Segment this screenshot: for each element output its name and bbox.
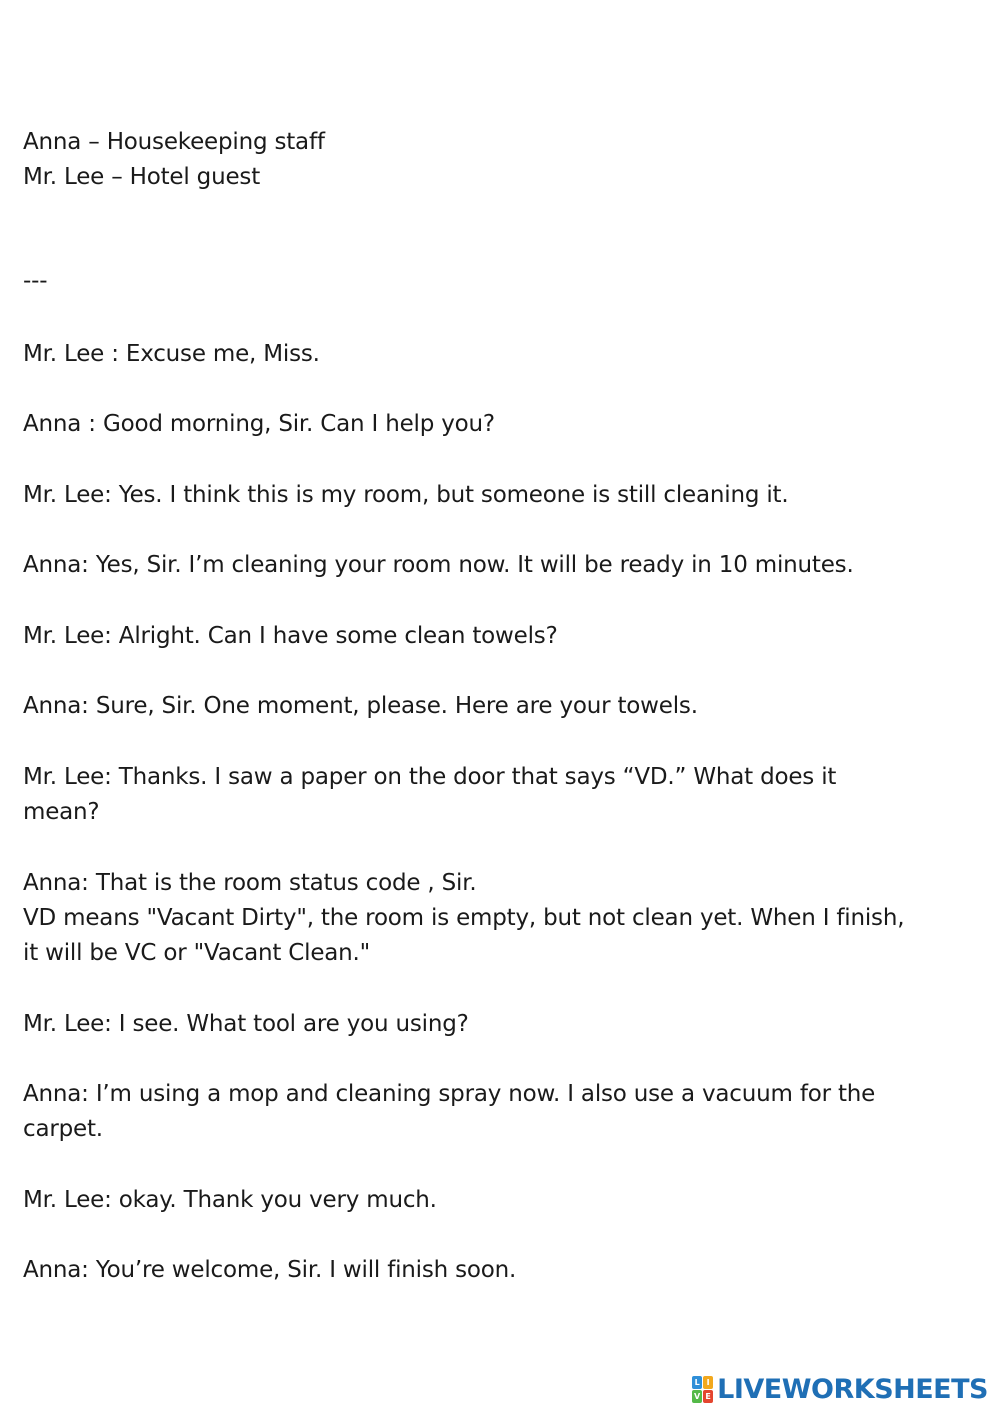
character-anna: Anna – Housekeeping staff — [23, 129, 325, 155]
separator: --- — [23, 268, 48, 294]
dialogue-line: Mr. Lee: Alright. Can I have some clean towels? — [23, 623, 558, 649]
character-mr-lee: Mr. Lee – Hotel guest — [23, 164, 261, 190]
dialogue-line-continued: mean? — [23, 799, 100, 825]
dialogue-line: Mr. Lee: I see. What tool are you using? — [23, 1011, 469, 1037]
dialogue-line-continued: it will be VC or "Vacant Clean." — [23, 940, 371, 966]
dialogue-line: Mr. Lee: Thanks. I saw a paper on the door that says “VD.” What does it — [23, 764, 837, 790]
dialogue-line: Anna: That is the room status code , Sir. — [23, 870, 477, 896]
liveworksheets-logo — [692, 1374, 988, 1406]
dialogue-line: Mr. Lee : Excuse me, Miss. — [23, 341, 320, 367]
dialogue-line: Anna : Good morning, Sir. Can I help you? — [23, 411, 495, 437]
dialogue-line-continued: VD means "Vacant Dirty", the room is empty, but not clean yet. When I finish, — [23, 905, 905, 931]
dialogue-line-continued: carpet. — [23, 1116, 103, 1142]
dialogue-line: Mr. Lee: Yes. I think this is my room, but someone is still cleaning it. — [23, 482, 789, 508]
dialogue-line: Anna: Sure, Sir. One moment, please. Here are your towels. — [23, 693, 698, 719]
dialogue-line: Mr. Lee: okay. Thank you very much. — [23, 1187, 437, 1213]
liveworksheets-logo-text: LIVEWORKSHEETS — [717, 1374, 988, 1405]
dialogue-line: Anna: Yes, Sir. I’m cleaning your room now. It will be ready in 10 minutes. — [23, 552, 854, 578]
dialogue-line: Anna: You’re welcome, Sir. I will finish soon. — [23, 1257, 517, 1283]
dialogue-line: Anna: I’m using a mop and cleaning spray now. I also use a vacuum for the — [23, 1081, 876, 1107]
liveworksheets-mark-icon: L I V E — [692, 1376, 714, 1404]
